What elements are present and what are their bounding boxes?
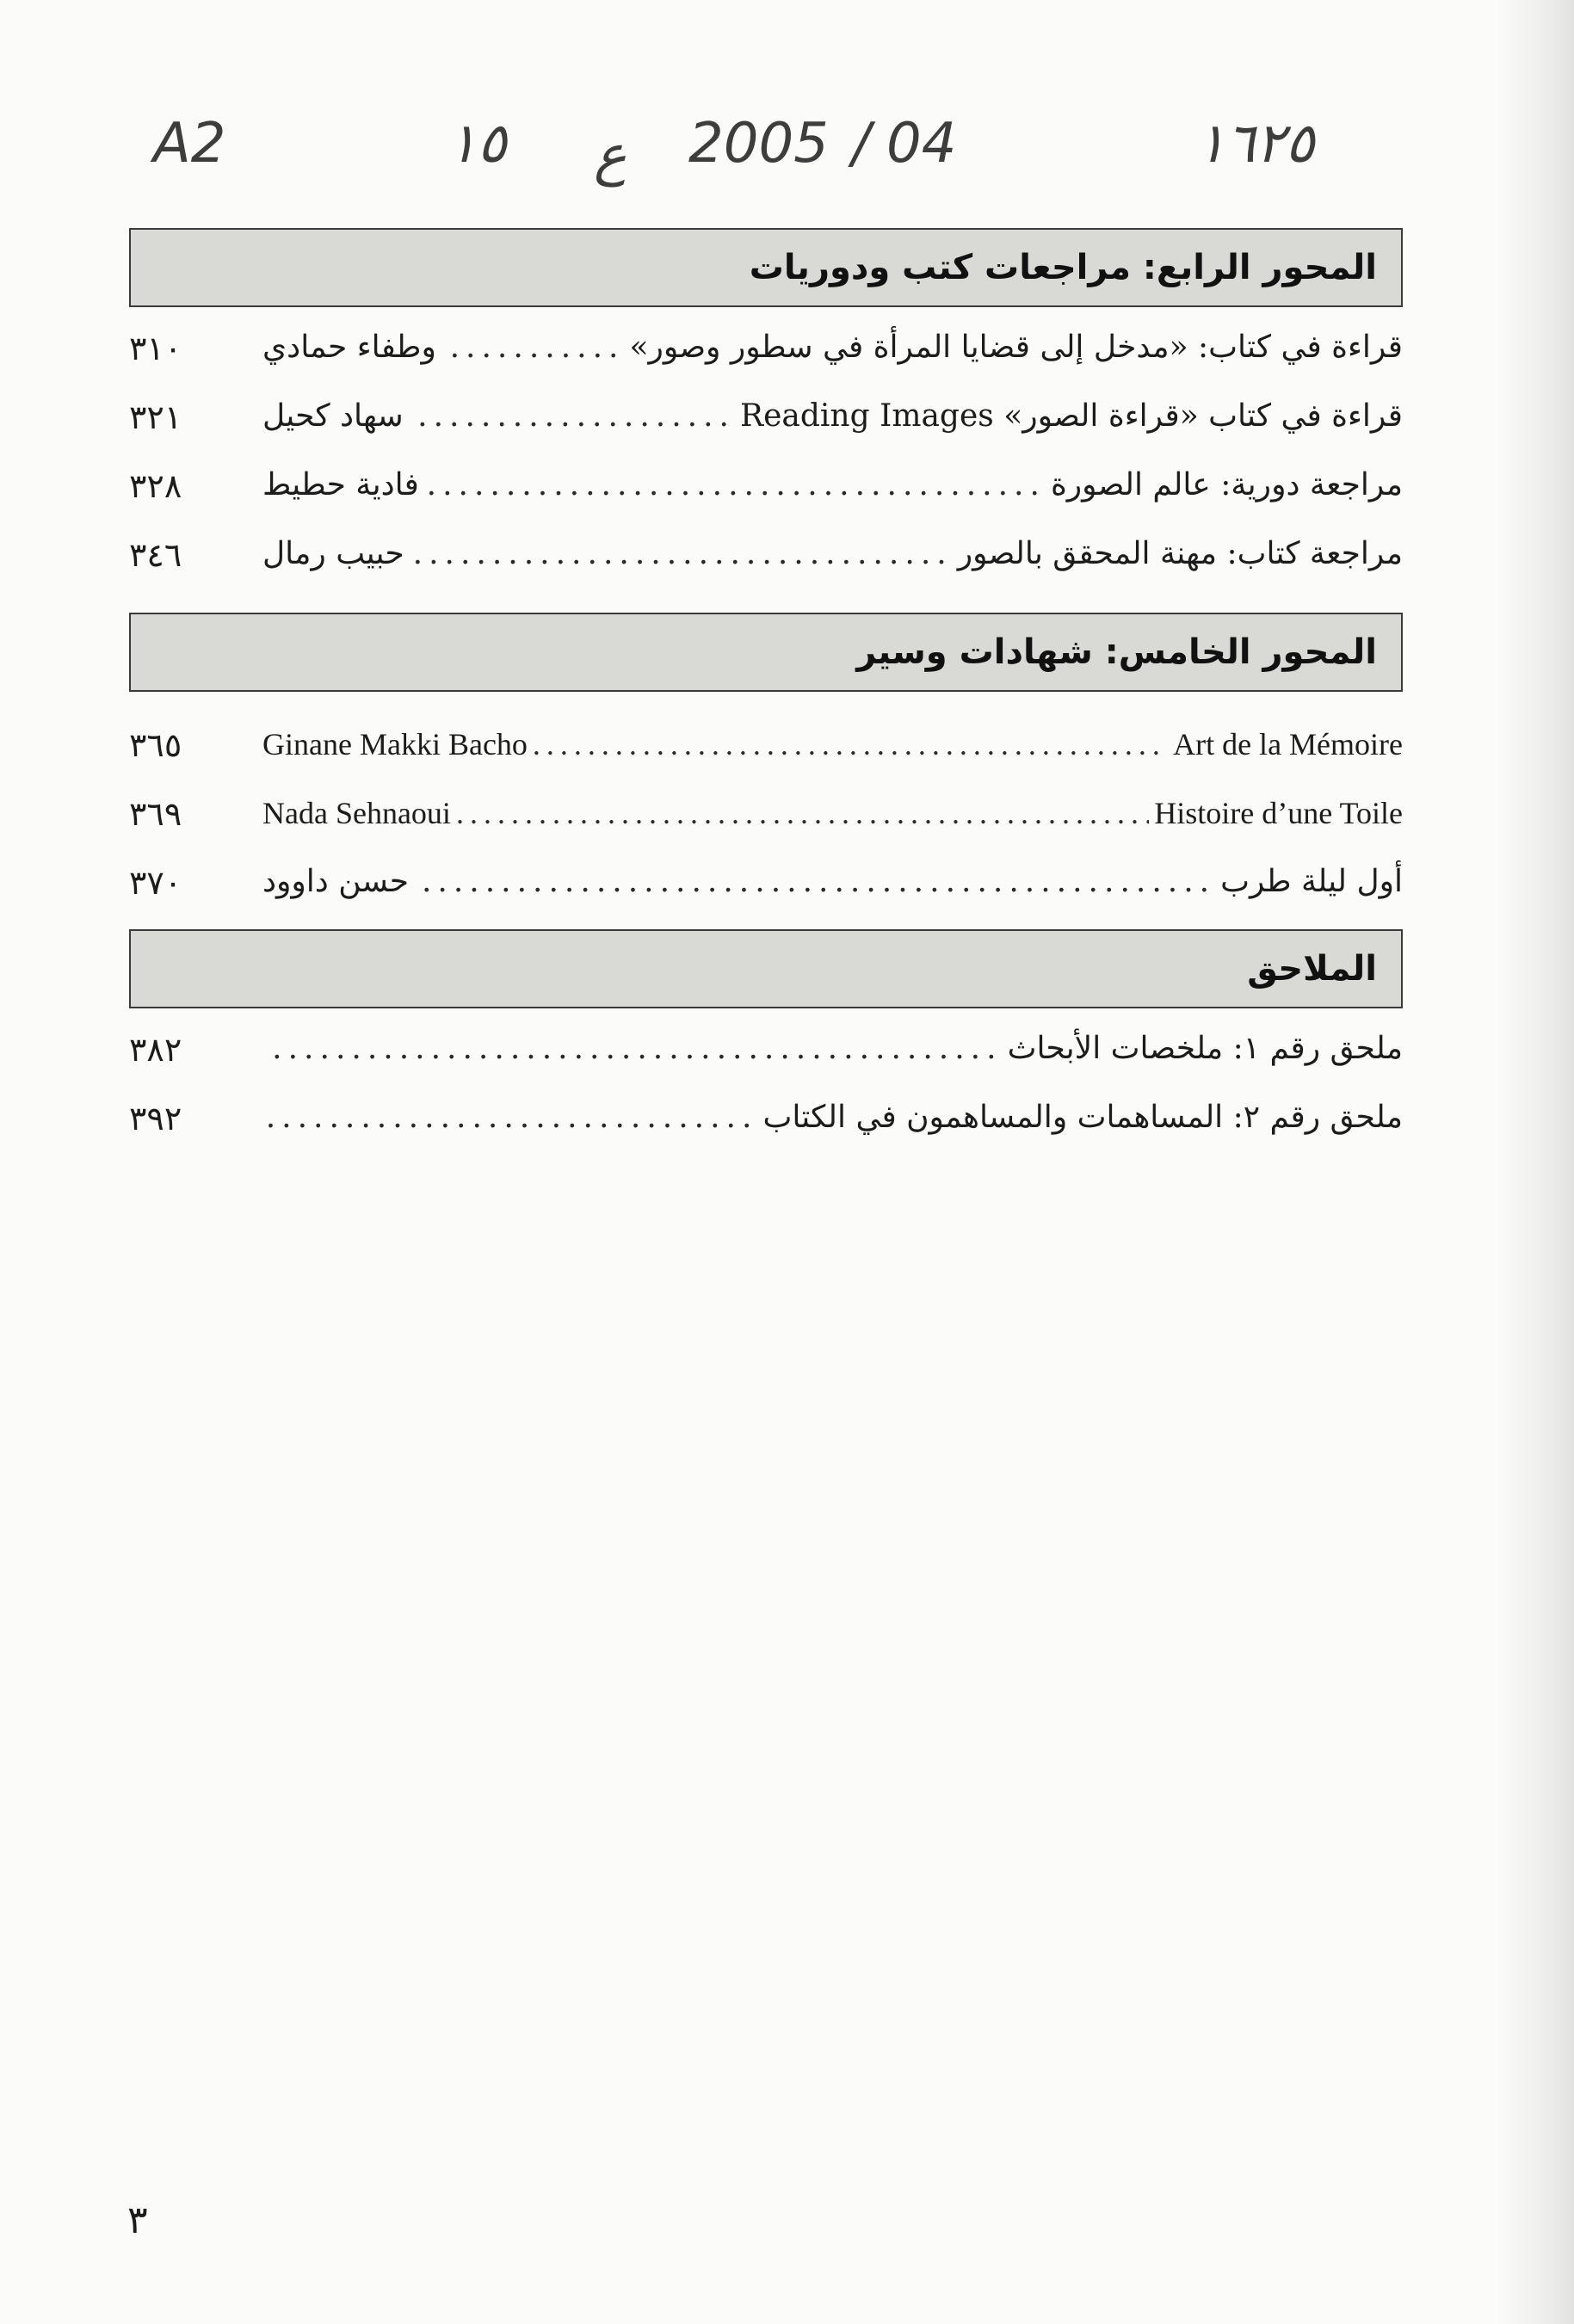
entry-line (262, 864, 1403, 899)
entry-line (262, 536, 1403, 571)
dot-leader (533, 726, 1168, 762)
page-number: ٣ (127, 2198, 148, 2242)
entry-line (262, 726, 1403, 762)
toc-section-testimonies (129, 613, 1403, 924)
toc-entry[interactable] (129, 786, 1403, 855)
handwritten-year: 2005 (688, 112, 829, 176)
entry-author: وطفاء حمادي (262, 330, 436, 365)
entry-line (262, 795, 1403, 831)
handwritten-number: ١٥ (448, 112, 507, 176)
section-title: الملاحق (1247, 949, 1377, 989)
entry-line (262, 330, 1403, 365)
dot-leader (268, 1031, 1003, 1066)
dot-leader (268, 1100, 757, 1135)
page-ref: ٣٢٨ (129, 467, 182, 505)
section-title: المحور الرابع: مراجعات كتب ودوريات (749, 248, 1377, 287)
entry-line (262, 1031, 1403, 1066)
entry-title: أول ليلة طرب (1220, 864, 1403, 899)
entry-line (262, 1100, 1403, 1135)
toc-entry[interactable] (129, 718, 1403, 786)
entry-line (262, 467, 1403, 502)
entry-author: Nada Sehnaoui (262, 796, 451, 830)
toc-entry[interactable] (129, 321, 1403, 390)
handwritten-letter: ع (594, 124, 627, 188)
entry-list (129, 1022, 1403, 1160)
handwritten-month: 04 (886, 112, 957, 176)
entry-title: مراجعة كتاب: مهنة المحقق بالصور (957, 536, 1403, 571)
page-ref: ٣٦٩ (129, 795, 182, 833)
entry-title: ملحق رقم ١: ملخصات الأبحاث (1007, 1031, 1403, 1066)
page-ref: ٣٧٠ (129, 864, 182, 902)
entry-title: ملحق رقم ٢: المساهمات والمساهمون في الكتاب (762, 1100, 1403, 1135)
entry-author: فادية حطيط (262, 467, 419, 502)
section-header (129, 613, 1403, 692)
page-ref: ٣١٠ (129, 330, 182, 367)
dot-leader (414, 864, 1215, 899)
toc-entry[interactable] (129, 1091, 1403, 1160)
entry-author: Ginane Makki Bacho (262, 727, 528, 761)
toc-entry[interactable] (129, 390, 1403, 459)
handwritten-note (129, 112, 1334, 198)
entry-title: مراجعة دورية: عالم الصورة (1050, 467, 1403, 502)
entry-title: قراءة في كتاب «قراءة الصور» Reading Images (740, 398, 1403, 434)
entry-list (129, 718, 1403, 924)
page-ref: ٣٤٦ (129, 536, 182, 574)
section-header (129, 929, 1403, 1008)
toc-entry[interactable] (129, 855, 1403, 924)
handwritten-code: A2 (153, 112, 226, 176)
entry-title: قراءة في كتاب: «مدخل إلى قضايا المرأة في سطور وصور» (629, 330, 1403, 365)
entry-author: حبيب رمال (262, 536, 404, 571)
page-edge-shadow (1497, 0, 1574, 2324)
page-ref: ٣٨٢ (129, 1031, 182, 1069)
entry-list (129, 321, 1403, 596)
dot-leader (456, 795, 1149, 831)
dot-leader (409, 398, 735, 434)
toc-section-appendices (129, 929, 1403, 1160)
handwritten-id: ١٦٢٥ (1196, 112, 1315, 176)
page-ref: ٣٦٥ (129, 726, 182, 764)
section-title: المحور الخامس: شهادات وسير (856, 632, 1377, 672)
dot-leader (424, 467, 1046, 502)
dot-leader (410, 536, 953, 571)
section-header (129, 228, 1403, 307)
entry-author: سهاد كحيل (262, 398, 404, 434)
handwritten-slash: / (852, 112, 871, 176)
entry-line (262, 398, 1403, 434)
toc-entry[interactable] (129, 1022, 1403, 1091)
toc-section-reviews (129, 228, 1403, 596)
toc-entry[interactable] (129, 459, 1403, 527)
entry-title: Histoire d’une Toile (1154, 796, 1403, 830)
entry-author: حسن داوود (262, 864, 410, 899)
entry-title: Art de la Mémoire (1173, 727, 1403, 761)
page-ref: ٣٩٢ (129, 1100, 182, 1137)
dot-leader (441, 330, 625, 365)
page-ref: ٣٢١ (129, 398, 182, 436)
toc-entry[interactable] (129, 527, 1403, 596)
